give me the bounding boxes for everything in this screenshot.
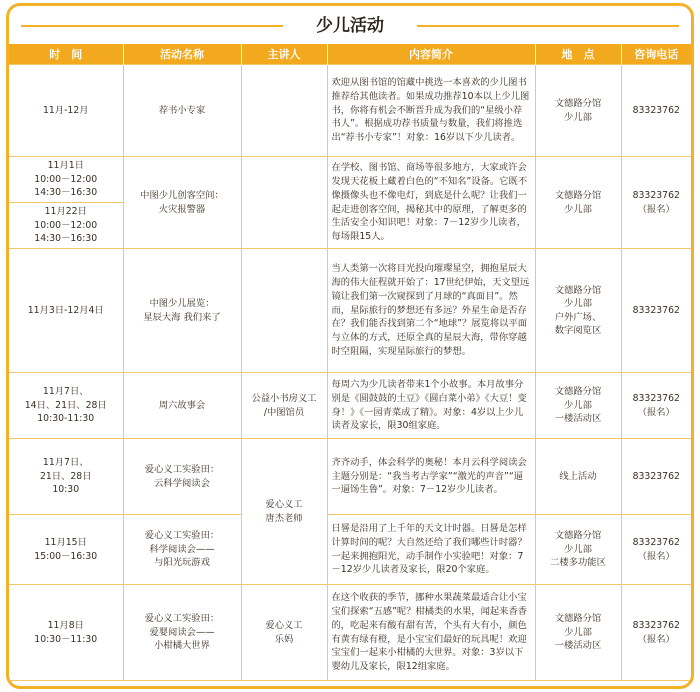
header-name: 活动名称 [123,44,241,65]
row-time: 11月1日 10:00－12:00 14:30－16:30 [9,157,123,203]
table-row [9,249,691,373]
row-name: 荐书小专家 [123,65,241,157]
table-row [9,515,691,585]
row-time: 11月7日、 14日、21日、28日 10:30-11:30 [9,373,123,439]
row-time: 11月-12月 [9,65,123,157]
row-content: 在这个收获的季节，挪种水果蔬菜最适合让小宝宝们探索“五感”呢？柑橘类的水果，闻起来香香的，吃起来有酸有甜有苦，个头有大有小，颜色有黄有绿有橙，是小宝宝们最好的玩具呢！欢迎宝宝们一起来小柑橘的大世界。对象：3岁以下婴幼儿及家长，限12组家庭。 [327,585,535,681]
row-time: 11月8日 10:30－11:30 [9,585,123,681]
table-row [9,439,691,515]
title-bar [9,6,691,44]
header-content: 内容简介 [327,44,535,65]
page-title: 少儿活动 [316,16,384,36]
row-name: 中图少儿展览： 星辰大海 我们来了 [123,249,241,373]
row-phone: 83323762 （报名） [621,515,691,585]
row-name: 中图少儿创客空间： 火灾报警器 [123,157,241,249]
row-name: 周六故事会 [123,373,241,439]
row-location: 线上活动 [535,439,621,515]
row-phone: 83323762 [621,65,691,157]
row-location: 文德路分馆 少儿部 一楼活动区 [535,373,621,439]
row-time: 11月15日 15:00－16:30 [9,515,123,585]
row-phone: 83323762 （报名） [621,585,691,681]
table-row [9,585,691,681]
row-location: 文德路分馆 少儿部 户外广场、 数字阅览区 [535,249,621,373]
row-location: 文德路分馆 少儿部 二楼多功能区 [535,515,621,585]
row-content: 每周六为少儿读者带来1个小故事。本月故事分别是《圆鼓鼓的土豆》《圆白菜小弟》《大豆！变身！》《一园青菜成了精》。对象：4岁以上少儿读者及家长，限30组家庭。 [327,373,535,439]
row-time: 11月7日、 21日、28日 10:30 [9,439,123,515]
row-name: 爱心义工实验田： 云科学阅读会 [123,439,241,515]
row-content: 当人类第一次将目光投向璀璨星空，拥抱星辰大海的伟大征程就开始了：17世纪伊始，天文望远镜让我们第一次窥探到了月球的“真面目”。然而，星际旅行的梦想还有多远？外星生命是否存在？我们能否找到第二个“地球”？展览将以平面与立体的方式，还原全真的星辰大海，带你穿越时空阻隔，实现星际旅行的梦想。 [327,249,535,373]
row-phone: 83323762 [621,439,691,515]
row-time-second: 11月22日 10:00－12:00 14:30－16:30 [9,203,123,249]
row-host [241,65,327,157]
row-phone: 83323762 （报名） [621,157,691,249]
row-phone: 83323762 （报名） [621,373,691,439]
row-location: 文德路分馆 少儿部 [535,65,621,157]
row-content: 齐齐动手，体会科学的奥秘！本月云科学阅读会主题分别是：“我当考古学家”“激光的声音”“逼一逼饧生鲁”。对象：7－12岁少儿读者。 [327,439,535,515]
table-row [9,65,691,157]
row-content: 在学校、图书馆、商场等很多地方，大家或许会发现天花板上藏着白色的“不知名”设备。它既不像摄像头也不像电灯，到底是什么呢？让我们一起走进创客空间，揭秘其中的原理，了解更多的生活安全小知识吧！对象：7－12岁少儿读者，每场限15人。 [327,157,535,249]
row-host: 爱心义工 乐妈 [241,585,327,681]
row-host [241,249,327,373]
row-host: 公益小书房义工 /中图馆员 [241,373,327,439]
row-name: 爱心义工实验田： 爱婴阅读会—— 小柑橘大世界 [123,585,241,681]
row-content: 欢迎从图书馆的馆藏中挑选一本喜欢的少儿图书推荐给其他读者。如果成功推荐10本以上少儿图书，你将有机会不断晋升成为我们的“星级小荐书人”。根据成功荐书质量与数量，我们将推选出“荐书小专家”！对象：16岁以下少儿读者。 [327,65,535,157]
header-location: 地 点 [535,44,621,65]
header-time: 时 间 [9,44,123,65]
row-host: 爱心义工 唐杰老师 [241,439,327,585]
activity-table [9,44,691,681]
table-row [9,373,691,439]
row-host [241,157,327,249]
row-location: 文德路分馆 少儿部 [535,157,621,249]
header-phone: 咨询电话 [621,44,691,65]
row-time: 11月3日-12月4日 [9,249,123,373]
row-content: 日晷是沿用了上千年的天文计时器。日晷是怎样计算时间的呢？大自然还给了我们哪些计时器？一起来拥抱阳光，动手制作小实验吧！对象：7－12岁少儿读者及家长，限20个家庭。 [327,515,535,585]
row-name: 爱心义工实验田： 科学阅读会—— 与阳光玩游戏 [123,515,241,585]
header-host: 主讲人 [241,44,327,65]
row-phone: 83323762 [621,249,691,373]
table-row [9,157,691,203]
table-header-row [9,44,691,65]
activity-panel [6,3,694,689]
row-location: 文德路分馆 少儿部 一楼活动区 [535,585,621,681]
